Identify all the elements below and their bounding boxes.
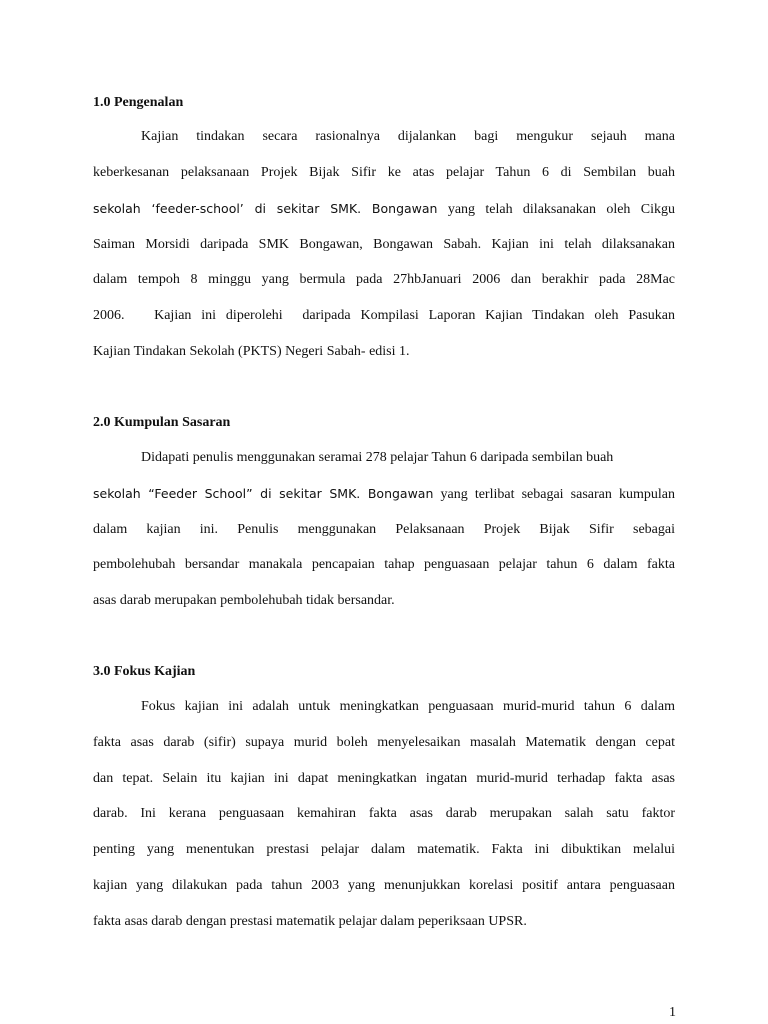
- paragraph-line: Fokus kajian ini adalah untuk meningkatkan penguasaan murid-murid tahun 6 dalam: [141, 699, 675, 714]
- paragraph-line: fakta asas darab (sifir) supaya murid boleh menyelesaikan masalah Matematik dengan cepat: [93, 735, 675, 750]
- paragraph-line-fragment: yang telah dilaksanakan oleh Cikgu: [437, 202, 675, 217]
- paragraph-line: [93, 486, 675, 503]
- paragraph-line-fragment: sekolah “Feeder School” di sekitar SMK. Bongawan: [93, 486, 434, 501]
- paragraph-line: dan tepat. Selain itu kajian ini dapat meningkatkan ingatan murid-murid terhadap fakta asas: [93, 771, 675, 786]
- paragraph-line: dalam tempoh 8 minggu yang bermula pada 27hbJanuari 2006 dan berakhir pada 28Mac: [93, 272, 675, 287]
- paragraph-line: asas darab merupakan pembolehubah tidak bersandar.: [93, 593, 395, 608]
- paragraph-line-fragment: yang terlibat sebagai sasaran kumpulan: [433, 487, 675, 502]
- paragraph-line: Didapati penulis menggunakan seramai 278 pelajar Tahun 6 daripada sembilan buah: [141, 450, 614, 465]
- paragraph-line: fakta asas darab dengan prestasi matematik pelajar dalam peperiksaan UPSR.: [93, 914, 527, 929]
- paragraph-line-fragment: sekolah ‘feeder-school’ di sekitar SMK. Bongawan: [93, 201, 438, 216]
- paragraph-line: pembolehubah bersandar manakala pencapaian tahap penguasaan pelajar tahun 6 dalam fakta: [93, 557, 675, 572]
- section-heading-fokus-kajian: 3.0 Fokus Kajian: [93, 664, 196, 679]
- paragraph-line: Saiman Morsidi daripada SMK Bongawan, Bongawan Sabah. Kajian ini telah dilaksanakan: [93, 237, 675, 252]
- paragraph-line: Kajian Tindakan Sekolah (PKTS) Negeri Sabah- edisi 1.: [93, 344, 410, 359]
- paragraph-line: kajian yang dilakukan pada tahun 2003 yang menunjukkan korelasi positif antara penguasaan: [93, 878, 675, 893]
- section-heading-kumpulan-sasaran: 2.0 Kumpulan Sasaran: [93, 415, 231, 430]
- paragraph-line: dalam kajian ini. Penulis menggunakan Pelaksanaan Projek Bijak Sifir sebagai: [93, 522, 675, 537]
- paragraph-line: [93, 201, 675, 218]
- paragraph-line: darab. Ini kerana penguasaan kemahiran fakta asas darab merupakan salah satu faktor: [93, 806, 675, 821]
- section-heading-pengenalan: 1.0 Pengenalan: [93, 95, 184, 110]
- page-number: 1: [669, 1005, 676, 1020]
- paragraph-line: 2006. Kajian ini diperolehi daripada Kompilasi Laporan Kajian Tindakan oleh Pasukan: [93, 308, 675, 323]
- paragraph-line: Kajian tindakan secara rasionalnya dijalankan bagi mengukur sejauh mana: [141, 129, 675, 144]
- paragraph-line: keberkesanan pelaksanaan Projek Bijak Sifir ke atas pelajar Tahun 6 di Sembilan buah: [93, 165, 675, 180]
- paragraph-line: penting yang menentukan prestasi pelajar dalam matematik. Fakta ini dibuktikan melalui: [93, 842, 675, 857]
